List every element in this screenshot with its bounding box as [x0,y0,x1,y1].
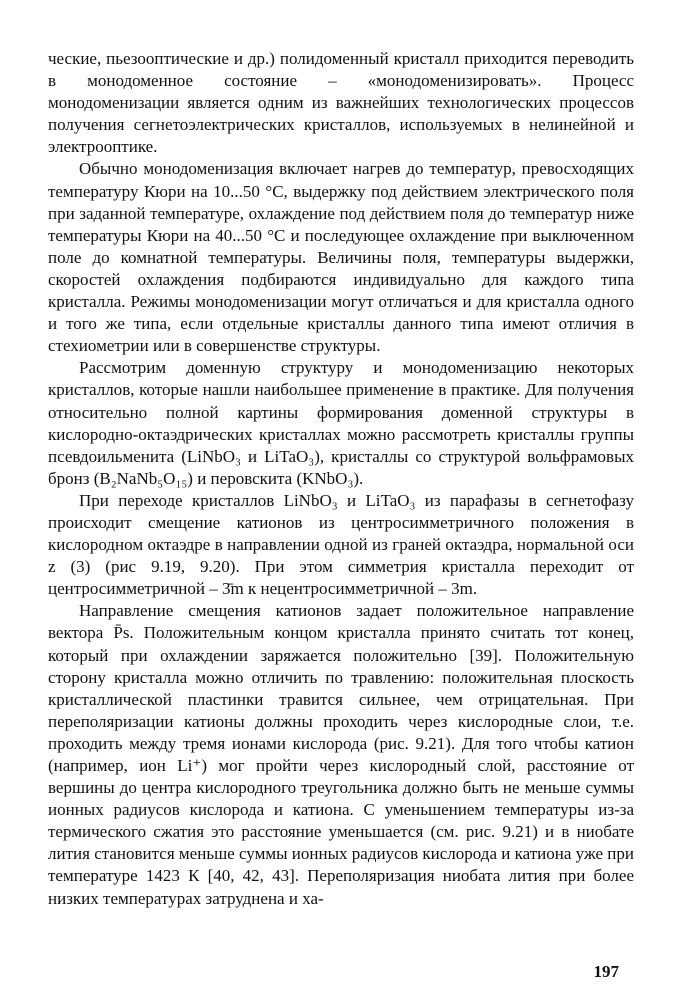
body-text [48,48,634,910]
page-number: 197 [593,962,619,981]
paragraph-3: Рассмотрим доменную структуру и монодоменизацию некоторых кристаллов, которые нашли наибольшее применение в практике. Для получения относительно полной картины формирования доменной структуры в кислородно-октаэдрических кристаллах можно рассмотреть кристаллы группы псевдоильменита (LiNbO₃ и LiTaO₃), кристаллы со структурой вольфрамовых бронз (B₂NaNb₅O₁₅) и перовскита (KNbO₃). [48,358,634,488]
paragraph-1: ческие, пьезооптические и др.) полидоменный кристалл приходится переводить в монодоменное состояние – «монодоменизировать». Процесс монодоменизации является одним из важнейших технологических процессов получения сегнетоэлектрических кристаллов, используемых в нелинейной и электрооптике. [48,49,634,157]
paragraph-5: Направление смещения катионов задает положительное направление вектора P̄s. Положительным концом кристалла принято считать тот конец, который при охлаждении заряжается положительно [39]. Положительную сторону кристалла можно отличить по травлению: положительная плоскость кристаллической пластинки травится сильнее, чем отрицательная. При переполяризации катионы должны проходить через кислородные слои, т.е. проходить между тремя ионами кислорода (рис. 9.21). Для того чтобы катион (например, ион Li⁺) мог пройти через кислородный слой, расстояние от вершины до центра кислородного треугольника должно быть не меньше суммы ионных радиусов кислорода и катиона. С уменьшением температуры из-за термического сжатия это расстояние уменьшается (см. рис. 9.21) и в ниобате лития становится меньше суммы ионных радиусов кислорода и катиона уже при температуре 1423 К [40, 42, 43]. Переполяризация ниобата лития при более низких температурах затруднена и ха- [48,601,634,908]
paragraph-2: Обычно монодоменизация включает нагрев до температур, превосходящих температуру Кюри на 10...50 °С, выдержку под действием электрического поля при заданной температуре, охлаждение под действием поля до температур ниже температуры Кюри на 40...50 °С и последующее охлаждение при выключенном поле до комнатной температуры. Величины поля, температуры выдержки, скоростей охлаждения подбираются индивидуально для каждого типа кристалла. Режимы монодоменизации могут отличаться и для кристалла одного и того же типа, если отдельные кристаллы данного типа имеют отличия в стехиометрии или в совершенстве структуры. [48,159,634,356]
paragraph-4: При переходе кристаллов LiNbO₃ и LiTaO₃ из парафазы в сегнетофазу происходит смещение катионов из центросимметричного положения в кислородном октаэдре в направлении одной из граней октаэдра, нормальной оси z (3) (рис 9.19, 9.20). При этом симметрия кристалла переходит от центросимметричной – 3̄m к нецентросимметричной – 3m. [48,490,634,599]
